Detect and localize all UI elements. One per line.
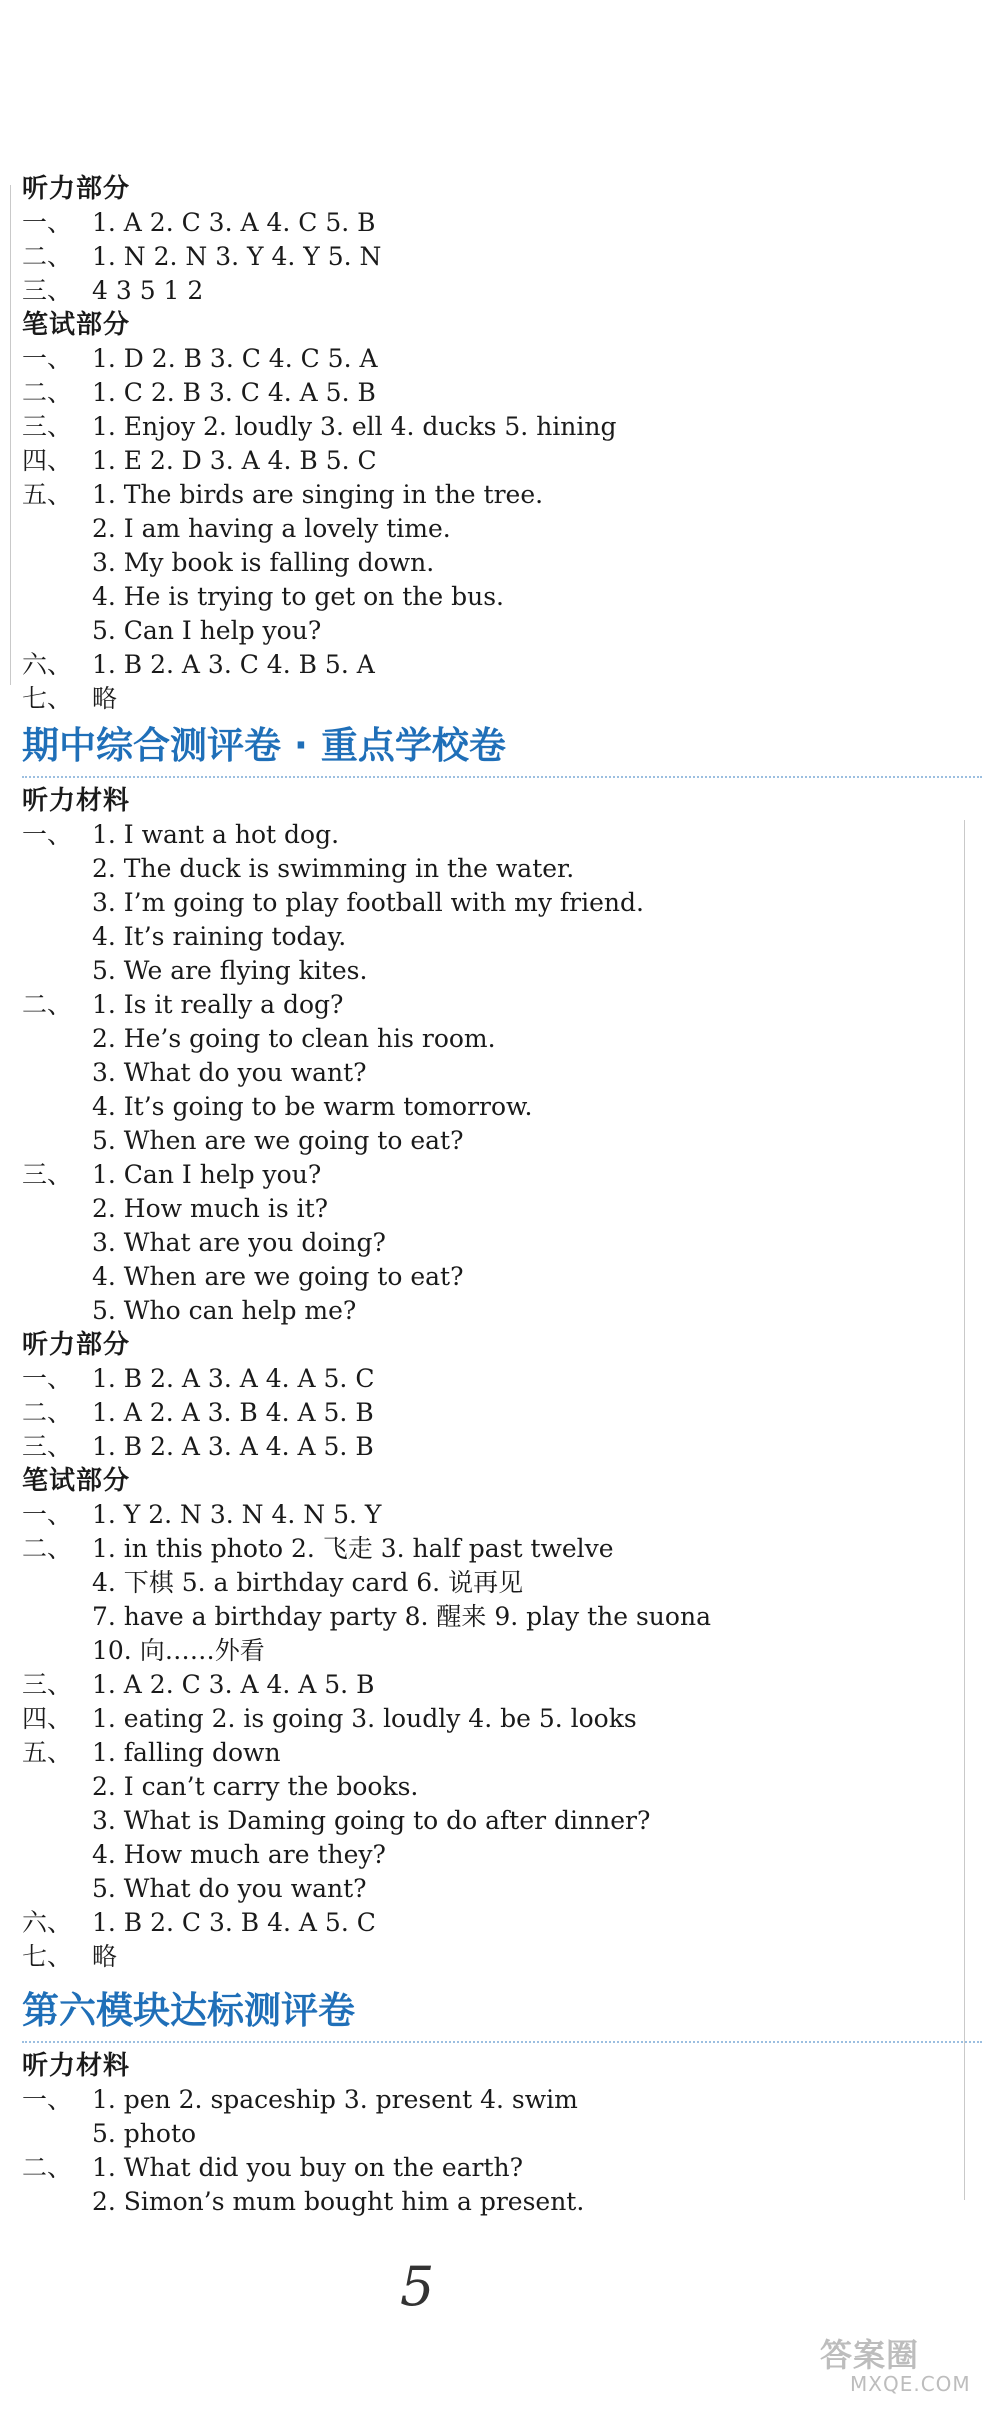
answer-line xyxy=(22,206,982,240)
answer-text: 2. I am having a lovely time. xyxy=(92,514,451,543)
material-line xyxy=(22,1124,982,1158)
answer-text: 1. B 2. C 3. B 4. A 5. C xyxy=(92,1908,376,1937)
material-line xyxy=(22,1022,982,1056)
answer-line xyxy=(22,580,982,614)
material-line xyxy=(22,886,982,920)
question-number: 三、 xyxy=(22,1670,73,1699)
answer-text: 1. A 2. C 3. A 4. C 5. B xyxy=(92,208,376,237)
answer-text: 1. D 2. B 3. C 4. C 5. A xyxy=(92,344,378,373)
title-underline xyxy=(22,2041,982,2043)
written-answers xyxy=(22,342,982,716)
material-text: 5. photo xyxy=(92,2119,197,2148)
answer-line xyxy=(22,1396,982,1430)
material-line xyxy=(22,1192,982,1226)
question-number: 四、 xyxy=(22,1704,73,1733)
answer-line xyxy=(22,478,982,512)
answer-line xyxy=(22,1362,982,1396)
material-line xyxy=(22,818,982,852)
material-text: 5. Who can help me? xyxy=(92,1296,357,1325)
answer-line xyxy=(22,1532,982,1566)
question-number: 二、 xyxy=(22,378,73,407)
answer-line xyxy=(22,1600,982,1634)
material-text: 5. We are flying kites. xyxy=(92,956,368,985)
listening-part-label: 听力部分 xyxy=(22,1330,131,1360)
question-number: 二、 xyxy=(22,1534,73,1563)
material-line xyxy=(22,920,982,954)
listening-material xyxy=(22,2083,982,2219)
answer-text: 7. have a birthday party 8. 醒来 9. play the suona xyxy=(92,1602,711,1631)
question-number: 一、 xyxy=(22,1500,73,1529)
answer-line xyxy=(22,1838,982,1872)
material-text: 2. He’s going to clean his room. xyxy=(92,1024,496,1053)
material-text: 4. It’s going to be warm tomorrow. xyxy=(92,1092,533,1121)
answer-line xyxy=(22,1770,982,1804)
answer-text: 1. The birds are singing in the tree. xyxy=(92,480,544,509)
question-number: 二、 xyxy=(22,990,73,1019)
question-number: 一、 xyxy=(22,820,73,849)
answer-line xyxy=(22,614,982,648)
material-line xyxy=(22,2117,982,2151)
answer-text: 1. falling down xyxy=(92,1738,281,1767)
material-line xyxy=(22,954,982,988)
listening-part-label: 听力部分 xyxy=(22,174,131,204)
answer-line xyxy=(22,1498,982,1532)
watermark-logo: 答案圈 xyxy=(820,2336,920,2374)
material-line xyxy=(22,2151,982,2185)
margin-rule xyxy=(10,185,11,685)
material-line xyxy=(22,2185,982,2219)
answer-text: 1. A 2. C 3. A 4. A 5. B xyxy=(92,1670,375,1699)
answer-line xyxy=(22,444,982,478)
answer-text: 1. B 2. A 3. A 4. A 5. C xyxy=(92,1364,375,1393)
material-line xyxy=(22,988,982,1022)
answer-line xyxy=(22,1872,982,1906)
question-number: 二、 xyxy=(22,2153,73,2182)
section-2 xyxy=(22,716,982,1974)
listening-material xyxy=(22,818,982,1328)
material-line xyxy=(22,1056,982,1090)
material-line xyxy=(22,1294,982,1328)
answer-line xyxy=(22,1906,982,1940)
material-text: 3. I’m going to play football with my friend. xyxy=(92,888,644,917)
material-line xyxy=(22,852,982,886)
material-line xyxy=(22,1226,982,1260)
answer-text: 4. How much are they? xyxy=(92,1840,386,1869)
answer-text: 1. Enjoy 2. loudly 3. ell 4. ducks 5. hining xyxy=(92,412,617,441)
question-number: 二、 xyxy=(22,1398,73,1427)
listening-answers xyxy=(22,1362,982,1464)
section-title-row xyxy=(22,1981,982,2049)
question-number: 三、 xyxy=(22,276,73,305)
answer-line xyxy=(22,240,982,274)
section-1 xyxy=(22,172,982,716)
written-answers xyxy=(22,1498,982,1974)
question-number: 一、 xyxy=(22,344,73,373)
material-text: 1. pen 2. spaceship 3. present 4. swim xyxy=(92,2085,578,2114)
answer-line xyxy=(22,410,982,444)
answer-text: 略 xyxy=(92,1942,118,1971)
material-text: 1. Can I help you? xyxy=(92,1160,322,1189)
answer-text: 1. C 2. B 3. C 4. A 5. B xyxy=(92,378,376,407)
question-number: 三、 xyxy=(22,1432,73,1461)
answer-line xyxy=(22,648,982,682)
answer-line xyxy=(22,1634,982,1668)
answer-text: 10. 向……外看 xyxy=(92,1636,265,1665)
question-number: 三、 xyxy=(22,412,73,441)
answer-text: 4. 下棋 5. a birthday card 6. 说再见 xyxy=(92,1568,524,1597)
section-title-row xyxy=(22,716,982,784)
material-text: 2. The duck is swimming in the water. xyxy=(92,854,575,883)
answer-text: 1. A 2. A 3. B 4. A 5. B xyxy=(92,1398,374,1427)
answer-line xyxy=(22,546,982,580)
material-text: 5. When are we going to eat? xyxy=(92,1126,464,1155)
listening-material-label: 听力材料 xyxy=(22,2051,131,2081)
answer-text: 4 3 5 1 2 xyxy=(92,276,204,305)
material-text: 1. What did you buy on the earth? xyxy=(92,2153,524,2182)
answer-line xyxy=(22,1702,982,1736)
material-text: 4. It’s raining today. xyxy=(92,922,347,951)
question-number: 七、 xyxy=(22,684,73,713)
watermark-url: MXQE.COM xyxy=(850,2372,971,2396)
answer-line xyxy=(22,376,982,410)
answer-line xyxy=(22,1566,982,1600)
material-text: 3. What are you doing? xyxy=(92,1228,386,1257)
listening-material-label: 听力材料 xyxy=(22,786,131,816)
title-underline xyxy=(22,776,982,778)
answer-line xyxy=(22,512,982,546)
answer-line xyxy=(22,682,982,716)
question-number: 四、 xyxy=(22,446,73,475)
section-title: 期中综合测评卷 · 重点学校卷 xyxy=(22,724,506,767)
question-number: 五、 xyxy=(22,480,73,509)
material-text: 4. When are we going to eat? xyxy=(92,1262,464,1291)
answer-line xyxy=(22,1430,982,1464)
written-part-label: 笔试部分 xyxy=(22,310,131,340)
material-text: 2. How much is it? xyxy=(92,1194,329,1223)
answer-text: 1. eating 2. is going 3. loudly 4. be 5. looks xyxy=(92,1704,637,1733)
section-3 xyxy=(22,1981,982,2219)
answer-text: 1. E 2. D 3. A 4. B 5. C xyxy=(92,446,377,475)
answer-text: 1. B 2. A 3. C 4. B 5. A xyxy=(92,650,375,679)
answer-line xyxy=(22,1804,982,1838)
question-number: 五、 xyxy=(22,1738,73,1767)
answer-text: 2. I can’t carry the books. xyxy=(92,1772,419,1801)
material-text: 3. What do you want? xyxy=(92,1058,367,1087)
material-line xyxy=(22,2083,982,2117)
written-part-label: 笔试部分 xyxy=(22,1466,131,1496)
answer-text: 5. What do you want? xyxy=(92,1874,367,1903)
answer-text: 3. What is Daming going to do after dinner? xyxy=(92,1806,651,1835)
answer-text: 4. He is trying to get on the bus. xyxy=(92,582,504,611)
material-text: 1. I want a hot dog. xyxy=(92,820,340,849)
answer-text: 1. B 2. A 3. A 4. A 5. B xyxy=(92,1432,374,1461)
answer-text: 1. in this photo 2. 飞走 3. half past twelve xyxy=(92,1534,614,1563)
question-number: 三、 xyxy=(22,1160,73,1189)
answer-line xyxy=(22,1736,982,1770)
material-line xyxy=(22,1260,982,1294)
listening-answers xyxy=(22,206,982,308)
question-number: 一、 xyxy=(22,208,73,237)
material-text: 2. Simon’s mum bought him a present. xyxy=(92,2187,585,2216)
question-number: 二、 xyxy=(22,242,73,271)
answer-text: 略 xyxy=(92,684,118,713)
answer-line xyxy=(22,274,982,308)
answer-line xyxy=(22,342,982,376)
question-number: 六、 xyxy=(22,1908,73,1937)
answer-text: 1. Y 2. N 3. N 4. N 5. Y xyxy=(92,1500,382,1529)
material-line xyxy=(22,1158,982,1192)
page-number: 5 xyxy=(400,2255,435,2318)
answer-line xyxy=(22,1668,982,1702)
answer-text: 1. N 2. N 3. Y 4. Y 5. N xyxy=(92,242,382,271)
question-number: 六、 xyxy=(22,650,73,679)
answer-text: 3. My book is falling down. xyxy=(92,548,435,577)
question-number: 一、 xyxy=(22,2085,73,2114)
answer-line xyxy=(22,1940,982,1974)
material-line xyxy=(22,1090,982,1124)
material-text: 1. Is it really a dog? xyxy=(92,990,344,1019)
question-number: 一、 xyxy=(22,1364,73,1393)
question-number: 七、 xyxy=(22,1942,73,1971)
section-title: 第六模块达标测评卷 xyxy=(22,1989,355,2032)
answer-text: 5. Can I help you? xyxy=(92,616,322,645)
